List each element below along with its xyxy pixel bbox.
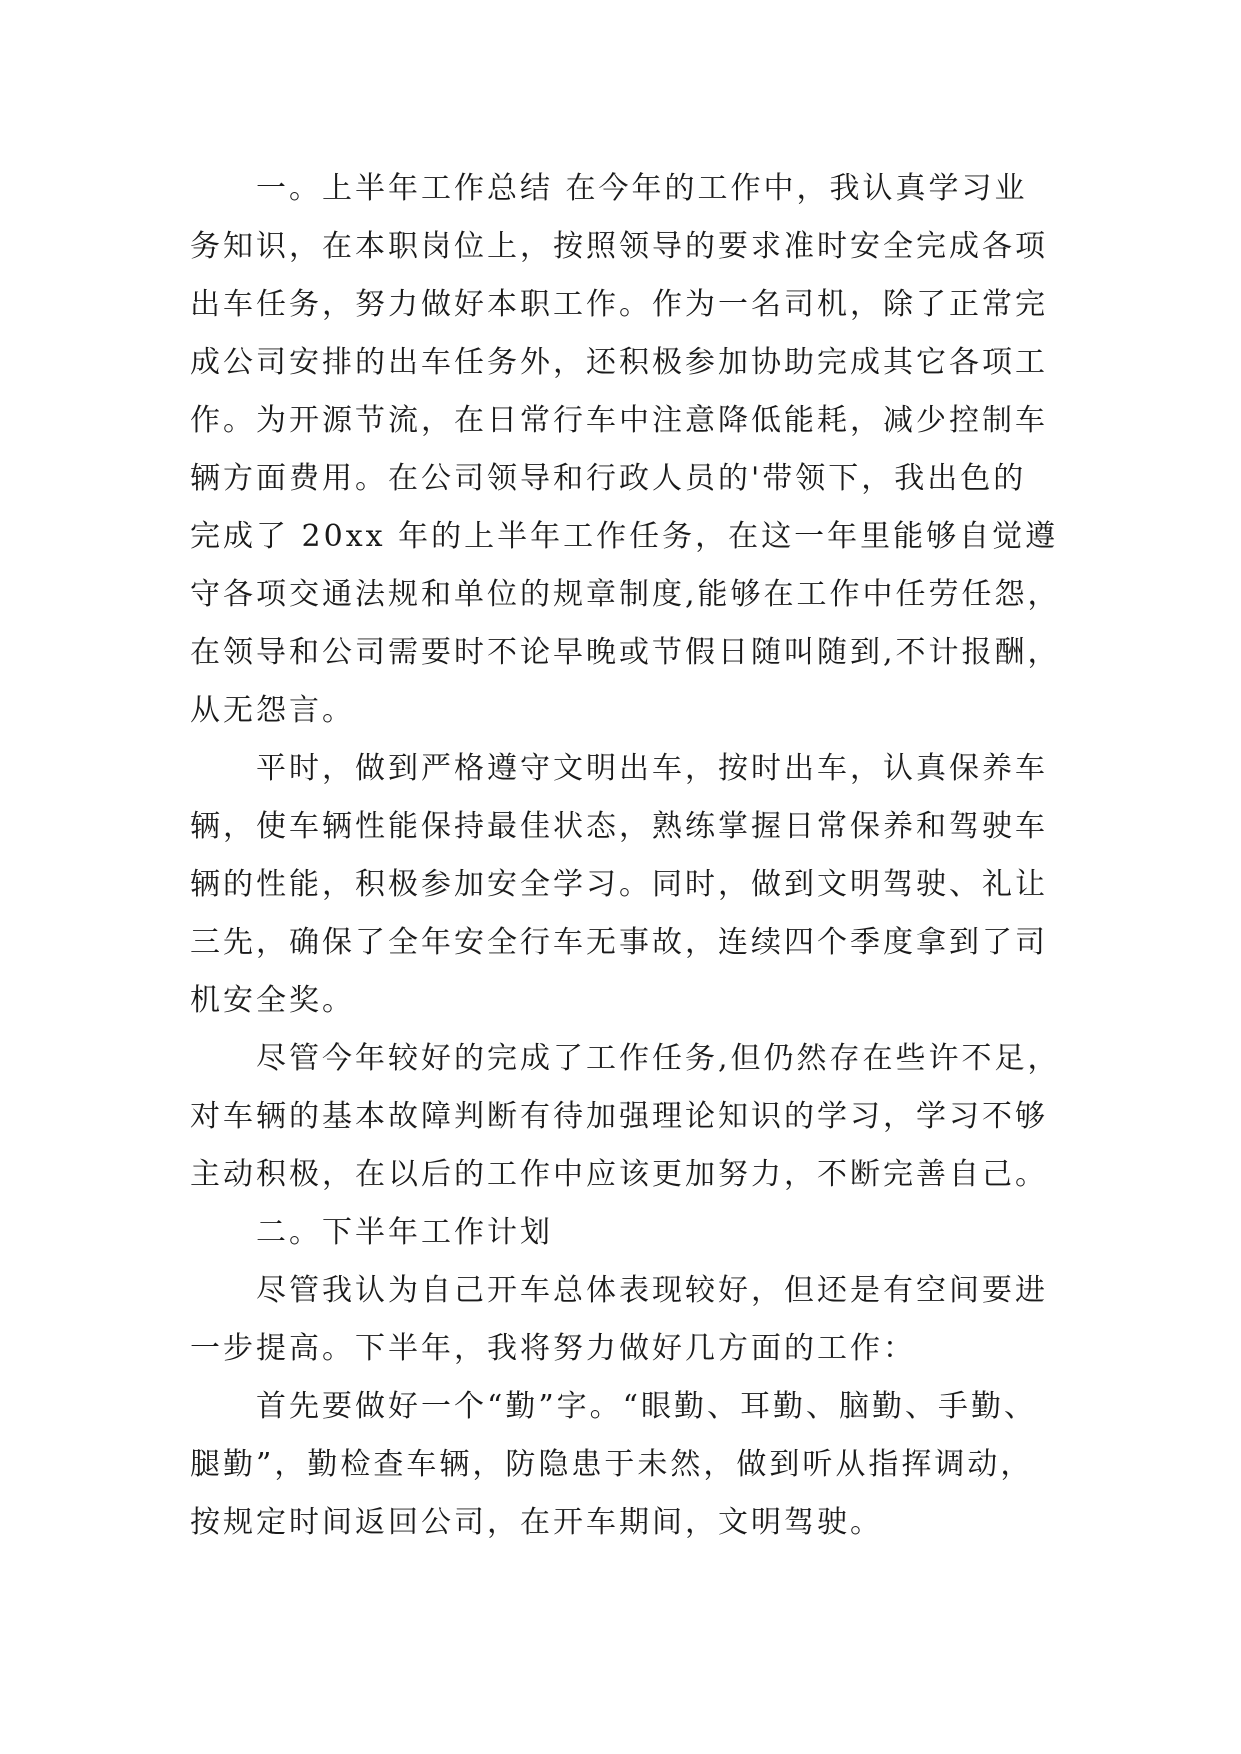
text-line: 三先，确保了全年安全行车无事故，连续四个季度拿到了司: [190, 925, 1048, 960]
text-line: 作。为开源节流，在日常行车中注意降低能耗，减少控制车: [190, 403, 1048, 438]
text-line: 尽管今年较好的完成了工作任务,但仍然存在些许不足，: [256, 1041, 1061, 1076]
text-line: 成公司安排的出车任务外，还积极参加协助完成其它各项工: [190, 345, 1048, 380]
text-line: 尽管我认为自己开车总体表现较好，但还是有空间要进: [256, 1273, 1048, 1308]
text-line: 守各项交通法规和单位的规章制度,能够在工作中任劳任怨，: [190, 577, 1061, 612]
text-line: 出车任务，努力做好本职工作。作为一名司机，除了正常完: [190, 287, 1048, 322]
text-line: 在领导和公司需要时不论早晚或节假日随叫随到,不计报酬，: [190, 635, 1061, 670]
text-line: 辆的性能，积极参加安全学习。同时，做到文明驾驶、礼让: [190, 867, 1048, 902]
text-line: 对车辆的基本故障判断有待加强理论知识的学习，学习不够: [190, 1099, 1048, 1134]
text-line: 辆方面费用。在公司领导和行政人员的'带领下，我出色的: [190, 461, 1027, 496]
text-line: 机安全奖。: [190, 983, 355, 1018]
text-line: 辆，使车辆性能保持最佳状态，熟练掌握日常保养和驾驶车: [190, 809, 1048, 844]
document-body: [190, 160, 1070, 1552]
text-line: 二。下半年工作计划: [256, 1215, 553, 1250]
text-line: 主动积极，在以后的工作中应该更加努力，不断完善自己。: [190, 1157, 1048, 1192]
text-line: 按规定时间返回公司，在开车期间，文明驾驶。: [190, 1505, 883, 1540]
text-line: 一。上半年工作总结 在今年的工作中，我认真学习业: [256, 171, 1028, 206]
text-line: 一步提高。下半年，我将努力做好几方面的工作：: [190, 1331, 916, 1366]
text-line: 平时，做到严格遵守文明出车，按时出车，认真保养车: [256, 751, 1048, 786]
text-line: 从无怨言。: [190, 693, 355, 728]
text-line: 务知识，在本职岗位上，按照领导的要求准时安全完成各项: [190, 229, 1048, 264]
text-line: 腿勤”，勤检查车辆，防隐患于未然，做到听从指挥调动，: [190, 1447, 1034, 1482]
text-line: 完成了 20xx 年的上半年工作任务，在这一年里能够自觉遵: [190, 519, 1059, 554]
text-line: 首先要做好一个“勤”字。“眼勤、耳勤、脑勤、手勤、: [256, 1389, 1038, 1424]
